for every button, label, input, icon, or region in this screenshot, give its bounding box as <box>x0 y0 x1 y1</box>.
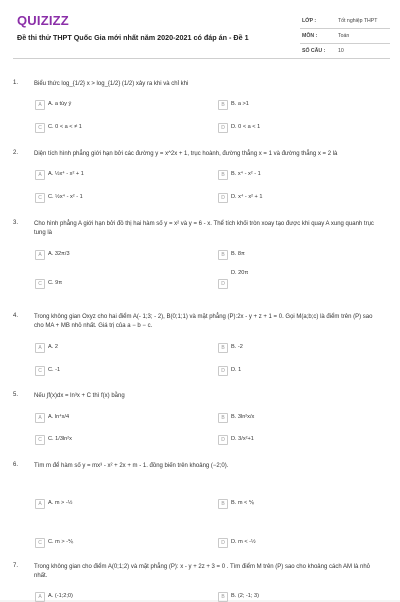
option-text: C. ½x⁴ - x² - 1 <box>48 194 83 200</box>
question-number: 2. <box>13 150 19 156</box>
option-text: B. -2 <box>231 344 243 350</box>
meta-value: 10 <box>338 48 344 54</box>
question-number: 4. <box>13 313 19 319</box>
option-letter-box: C <box>35 279 45 289</box>
question-6 <box>13 462 388 552</box>
option-letter-box: B <box>218 592 228 602</box>
question-text: Biểu thức log_{1/2} x > log_{1/2} (1/2) xảy ra khi và chỉ khi <box>34 81 189 87</box>
option-letter-box: B <box>218 100 228 110</box>
option-text: B. 3ln²x/x <box>231 414 255 420</box>
question-text: Trong không gian Oxyz cho hai điểm A(- 1;3; - 2), B(0;1;1) và mặt phẳng (P):2x - y + z + 1 = 0. Gọi M(a;b;c) là điểm trên (P) sao cho MA + MB nhỏ nhất. Giá trị của a − b − c. <box>34 314 373 329</box>
option-text: A. ½x⁴ - x² + 1 <box>48 171 84 177</box>
option-letter-box: B <box>218 170 228 180</box>
question-number: 6. <box>13 462 19 468</box>
meta-key: MÔN : <box>302 33 318 39</box>
option-letter-box: D <box>218 538 228 548</box>
option-text: A. ln⁴x/4 <box>48 414 70 420</box>
option-letter-box: C <box>35 435 45 445</box>
option-text: C. m > -⅙ <box>48 539 74 545</box>
option-text: C. 9π <box>48 280 63 286</box>
option-letter-box: A <box>35 343 45 353</box>
option-text: D. 0 < a < 1 <box>231 124 261 130</box>
question-text: Nếu ∫f(x)dx = ln³x + C thì f(x) bằng <box>34 393 125 399</box>
meta-value: Toán <box>338 33 350 39</box>
question-5 <box>13 392 388 454</box>
option-text: D. 20π <box>231 270 249 276</box>
option-text: B. a >1 <box>231 101 249 107</box>
option-letter-box: A <box>35 413 45 423</box>
option-letter-box: A <box>35 250 45 260</box>
meta-row-class <box>300 14 390 29</box>
question-number: 5. <box>13 392 19 398</box>
option-letter-box: C <box>35 193 45 203</box>
option-text: C. -1 <box>48 367 61 373</box>
option-letter-box: B <box>218 413 228 423</box>
option-letter-box: A <box>35 499 45 509</box>
option-text: C. 1/3ln²x <box>48 436 72 442</box>
option-text: D. x⁴ - x² + 1 <box>231 194 263 200</box>
option-text: A. (-1;2;0) <box>48 593 73 599</box>
meta-key: LỚP : <box>302 18 317 24</box>
question-4 <box>13 313 388 381</box>
option-letter-box: B <box>218 499 228 509</box>
question-number: 1. <box>13 80 19 86</box>
question-number: 3. <box>13 220 19 226</box>
question-text: Cho hình phẳng A giới hạn bởi đồ thị hai hàm số y = x² và y = 6 - x. Thể tích khối tròn xoay tạo được khi quay A xung quanh trục tung là <box>34 221 374 236</box>
question-number: 7. <box>13 563 19 569</box>
option-text: A. 2 <box>48 344 58 350</box>
question-text: Trong không gian cho điểm A(0;1;2) và mặt phẳng (P): x - y + 2z + 3 = 0 . Tìm điểm M trên (P) sao cho khoảng cách AM là nhỏ nhất. <box>34 564 371 579</box>
option-letter-box: B <box>218 343 228 353</box>
option-letter-box: D <box>218 435 228 445</box>
option-text: D. m < -½ <box>231 539 256 545</box>
option-text: B. m < ⅙ <box>231 500 255 506</box>
option-text: D. 3/x²+1 <box>231 436 254 442</box>
worksheet-title: Đề thi thử THPT Quốc Gia mới nhất năm 2020-2021 có đáp án - Đề 1 <box>17 33 249 42</box>
option-text: B. (2; -1; 3) <box>231 593 259 599</box>
question-3 <box>13 220 388 295</box>
question-2 <box>13 150 388 210</box>
question-7 <box>13 563 388 600</box>
option-letter-box: C <box>35 123 45 133</box>
question-1 <box>13 80 388 140</box>
meta-row-subject <box>300 29 390 44</box>
option-text: B. x⁴ - x² - 1 <box>231 171 261 177</box>
option-letter-box: D <box>218 279 228 289</box>
option-text: C. 0 < a < ≠ 1 <box>48 124 82 130</box>
worksheet-meta <box>300 14 390 59</box>
option-letter-box: C <box>35 366 45 376</box>
question-text: Diện tích hình phẳng giới hạn bởi các đường y = x^2x + 1, trục hoành, đường thẳng x = 1 và đường thẳng x = 2 là <box>34 151 338 157</box>
option-letter-box: D <box>218 366 228 376</box>
option-text: D. 1 <box>231 367 242 373</box>
question-text: Tìm m để hàm số y = mx³ - x² + 2x + m - 1. đồng biến trên khoảng (−2;0). <box>34 463 229 469</box>
meta-row-count <box>300 44 390 59</box>
option-text: B. 8π <box>231 251 245 257</box>
quizizz-logo: QUIZIZZ <box>17 13 69 28</box>
option-letter-box: A <box>35 170 45 180</box>
meta-key: SỐ CÂU : <box>302 48 326 54</box>
option-text: A. 32π/3 <box>48 251 70 257</box>
header-divider <box>13 58 387 59</box>
option-letter-box: A <box>35 592 45 602</box>
option-letter-box: D <box>218 193 228 203</box>
option-letter-box: B <box>218 250 228 260</box>
option-text: A. a tùy ý <box>48 101 72 107</box>
option-letter-box: D <box>218 123 228 133</box>
meta-value: Tốt nghiệp THPT <box>338 18 378 24</box>
option-text: A. m > -½ <box>48 500 73 506</box>
option-letter-box: C <box>35 538 45 548</box>
option-letter-box: A <box>35 100 45 110</box>
